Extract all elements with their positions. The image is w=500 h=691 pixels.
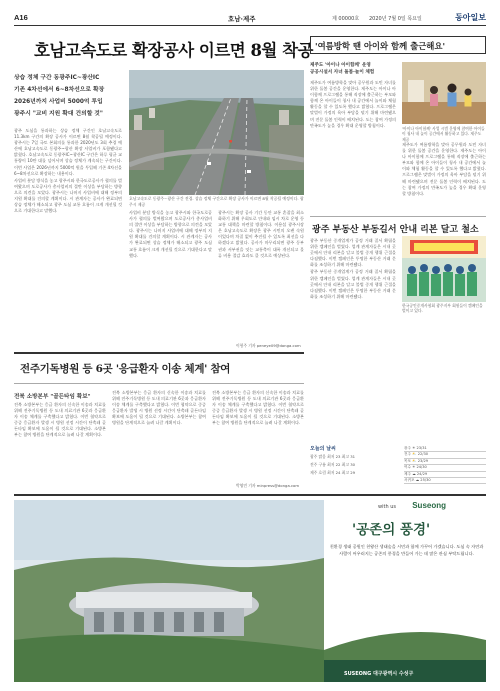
- story3-photo-campaign: [402, 236, 486, 302]
- story1-deck: [14, 72, 105, 120]
- ad-logo: Suseong: [412, 501, 446, 510]
- divider: [14, 383, 304, 384]
- newspaper-logo: 동아일보: [455, 12, 486, 22]
- story4-paragraph: 전북 소방본부는 응급 환자의 신속한 이송과 치료를 위해 전주기독병원 등 도내 의료기관 6곳과 응급환자 이송 체계를 구축했다고 밝혔다. 이번 협약으로 중증 응급환자 발생 시 병원 선정 시간이 단축돼 골든타임 확보에 도움이 될 것으로 기대된다. 소방본부는 참여 병원을 단계적으로 늘려 나갈 계획이다.: [112, 390, 206, 426]
- story2-paragraph: 제주도가 여름방학을 맞아 공무원과 도민 자녀를 위한 돌봄 공간을 운영한다. 제주도는 아이나 아이함께 프로그램을 통해 직장에 출근하는 부모와 함께 온 아이들이 청사 내 공간에서 놀이와 체험 활동을 할 수 있도록 했다고 밝혔다. 프로그램은 맞벌이 가정의 육아 부담을 덜기 위해 마련됐으며 전문 돌봄 인력이 배치된다. 도는 참여 가정의 만족도가 높을 경우 확대 운영할 방침이다.: [310, 80, 396, 128]
- masthead: [14, 12, 486, 26]
- story4-headline: 전주기독병원 등 6곳 '응급환자 이송 체계' 참여: [20, 363, 231, 375]
- issue-number: 제 00000호: [332, 16, 360, 22]
- story3-photo-caption: 한국공인중개사협회 광주지부 회원들이 캠페인을 벌이고 있다.: [402, 303, 483, 314]
- story1-body-col2: [129, 210, 212, 350]
- ad-title: '공존의 풍경': [352, 522, 431, 538]
- story1-byline: 이형주 기자 peneye09@donga.com: [236, 343, 301, 348]
- story4-paragraph: 전북 소방본부는 응급 환자의 신속한 이송과 치료를 위해 전주기독병원 등 도내 의료기관 6곳과 응급환자 이송 체계를 구축했다고 밝혔다. 이번 협약으로 중증 응급환자 발생 시 병원 선정 시간이 단축돼 골든타임 확보에 도움이 될 것으로 기대된다. 소방본부는 참여 병원을 단계적으로 늘려 나갈 계획이다.: [212, 390, 304, 426]
- section-title: 호남·제주: [228, 15, 256, 23]
- story1-paragraph: 사업비 분담 방식을 놓고 광주시와 한국도로공사가 협의를 벌여왔으며 도로공사가 총사업비의 절반 이상을 부담하는 방향으로 의견을 모았다. 광주시는 나머지 사업비에 대해 정부의 지원 확대를 건의할 계획이다. 시 관계자는 공사가 완료되면 상습 정체가 해소되고 광주 도심 교통 흐름이 크게 개선될 것으로 기대한다고 말했다.: [14, 177, 122, 214]
- divider: [310, 216, 486, 217]
- story4-body-col3: [212, 390, 304, 482]
- ad-divider: [14, 494, 486, 496]
- advertisement: [14, 500, 486, 682]
- story1-photo-caption: 호남고속도로 동광주~광산 구간 전경. 상습 정체 구간으로 확장 공사가 이르면 8월 착공될 예정이다. 광주시 제공: [129, 196, 304, 207]
- weather-table: [404, 446, 486, 484]
- weather-row: 목포 ⛅ 23/29: [404, 459, 486, 465]
- deck-line: 상습 정체 구간 동광주IC~광산IC: [14, 75, 100, 81]
- story1-body-col1: [14, 128, 122, 350]
- story2-subhead: [310, 62, 374, 76]
- story3-paragraph: 광주 부동산 중개업계가 공정 거래 질서 확립을 위한 캠페인을 벌였다. 업계 관계자들은 시내 곳곳에서 안내 리본을 달고 불법 중개 행위 근절을 다짐했다. 이번 캠페인은 투명한 부동산 거래 문화를 조성하기 위해 마련됐다.: [310, 238, 396, 268]
- story4-byline: 박영민 기자 minpress@donga.com: [236, 483, 300, 488]
- story2-photo-caption: '아이나 아이함께' 사업 시범 운영에 참여한 아이들이 청사 내 놀이 공간에서 활동하고 있다. 제주도 제공: [402, 126, 485, 142]
- ad-with-us: with us: [378, 504, 396, 510]
- story1-paragraph: 광주시는 확장 공사 기간 동안 교통 혼잡을 최소화하기 위해 우회도로 안내와 임시 차로 운영 등 교통 대책을 마련할 방침이다. 이용섭 광주시장은 호남고속도로 확장은 광주 시민의 오랜 숙원이었다며 차질 없이 추진될 수 있도록 최선을 다하겠다고 밝혔다. 공사가 마무리되면 광주 동부권과 서부권을 잇는 교통축이 대폭 개선되고 물류 비용 절감 효과도 클 것으로 예상된다.: [218, 210, 304, 258]
- weather-row: 여수 ☀ 24/30: [404, 465, 486, 471]
- weather-line: 제주 흐림 최저 24 최고 29: [310, 470, 356, 475]
- weather-line: 광주 맑음 최저 23 최고 31: [310, 454, 356, 459]
- story2-photo-children: [402, 62, 486, 124]
- ad-footer: SUSEONG 대구광역시 수성구: [344, 671, 414, 677]
- story4-subhead: 전북 소방본부 "골든타임 확보": [14, 394, 91, 400]
- story4-body-col2: [112, 390, 206, 490]
- story4-paragraph: 전북 소방본부는 응급 환자의 신속한 이송과 치료를 위해 전주기독병원 등 도내 의료기관 6곳과 응급환자 이송 체계를 구축했다고 밝혔다. 이번 협약으로 중증 응급환자 발생 시 병원 선정 시간이 단축돼 골든타임 확보에 도움이 될 것으로 기대된다. 소방본부는 참여 병원을 단계적으로 늘려 나갈 계획이다.: [14, 402, 106, 438]
- story2-headline: '여름방학 땐 아이와 함께 출근해요': [310, 36, 486, 54]
- deck-line: 광주시 "교비 지원 확대 건의할 것": [14, 111, 103, 117]
- section-divider: [14, 352, 304, 354]
- story1-body-col3: [218, 210, 304, 342]
- issue-date: 2020년 7월 0일 목요일: [369, 16, 422, 22]
- subhead-line: 공공시설서 자녀 돌봄·놀이 체험: [310, 70, 375, 75]
- deck-line: 2026년까지 사업비 5000억 투입: [14, 99, 103, 105]
- story2-paragraph: 제주도가 여름방학을 맞아 공무원과 도민 자녀를 위한 돌봄 공간을 운영한다. 제주도는 아이나 아이함께 프로그램을 통해 직장에 출근하는 부모와 함께 온 아이들이 청사 내 공간에서 놀이와 체험 활동을 할 수 있도록 했다고 밝혔다. 프로그램은 맞벌이 가정의 육아 부담을 덜기 위해 마련됐으며 전문 돌봄 인력이 배치된다. 도는 참여 가정의 만족도가 높을 경우 확대 운영할 방침이다.: [402, 142, 486, 196]
- ad-description: 친환경 생태 공원인 천왕산 생태숲을 시민과 함께 가꾸어 가겠습니다. 도심 속 자연과 사람이 어우러지는 공존의 풍경을 만들어 가는 데 많은 관심 부탁드립니다.: [329, 544, 484, 556]
- weather-title: 오늘의 날씨: [310, 446, 336, 452]
- story1-photo-highway: [129, 70, 304, 195]
- weather-row: 제주 ☁ 24/29: [404, 472, 486, 478]
- weather-line: 전주 구름 최저 22 최고 30: [310, 462, 356, 467]
- weather-row: 광주 ☀ 23/31: [404, 446, 486, 452]
- page-number: A16: [14, 13, 28, 22]
- deck-line: 기존 4차선에서 6~8차선으로 확장: [14, 87, 105, 93]
- subhead-line: 제주도 '아이나 아이함께' 운영: [310, 63, 371, 68]
- story1-paragraph: 광주 도심을 통과하는 상습 정체 구간인 호남고속도로 11.3km 구간의 확장 공사가 이르면 8월 착공될 예정이다. 광주시는 7일 국토 본회의를 통과한 2020년도 3회 추경 예산에 호남고속도로 동광주~광산 확장 사업비가 포함됐다고 밝혔다. 호남고속도로 동광주IC~광산IC 구간은 하루 평균 교통량이 10만 대를 넘어서며 상습 정체가 계속되는 구간이다. 이번 사업은 2026년까지 5000억 원을 투입해 기존 4차선을 6~8차선으로 확장하는 내용이다.: [14, 128, 122, 176]
- story4-body-col1: [14, 402, 106, 490]
- story3-paragraph: 광주 부동산 중개업계가 공정 거래 질서 확립을 위한 캠페인을 벌였다. 업계 관계자들은 시내 곳곳에서 안내 리본을 달고 불법 중개 행위 근절을 다짐했다. 이번 캠페인은 투명한 부동산 거래 문화를 조성하기 위해 마련됐다.: [310, 269, 396, 299]
- story1-headline: 호남고속도로 확장공사 이르면 8월 착공: [34, 41, 313, 60]
- story2-body-col2: [402, 142, 486, 212]
- weather-row: 서귀포 ☁ 25/30: [404, 478, 486, 484]
- weather-row: 전주 ⛅ 22/30: [404, 452, 486, 458]
- story2-body: [310, 80, 396, 212]
- story3-body: [310, 238, 396, 343]
- story3-headline: 광주 부동산 부동길서 안내 리본 달고 철소: [312, 225, 479, 235]
- story1-paragraph: 사업비 분담 방식을 놓고 광주시와 한국도로공사가 협의를 벌여왔으며 도로공사가 총사업비의 절반 이상을 부담하는 방향으로 의견을 모았다. 광주시는 나머지 사업비에 대해 정부의 지원 확대를 건의할 계획이다. 시 관계자는 공사가 완료되면 상습 정체가 해소되고 광주 도심 교통 흐름이 크게 개선될 것으로 기대한다고 말했다.: [129, 210, 212, 258]
